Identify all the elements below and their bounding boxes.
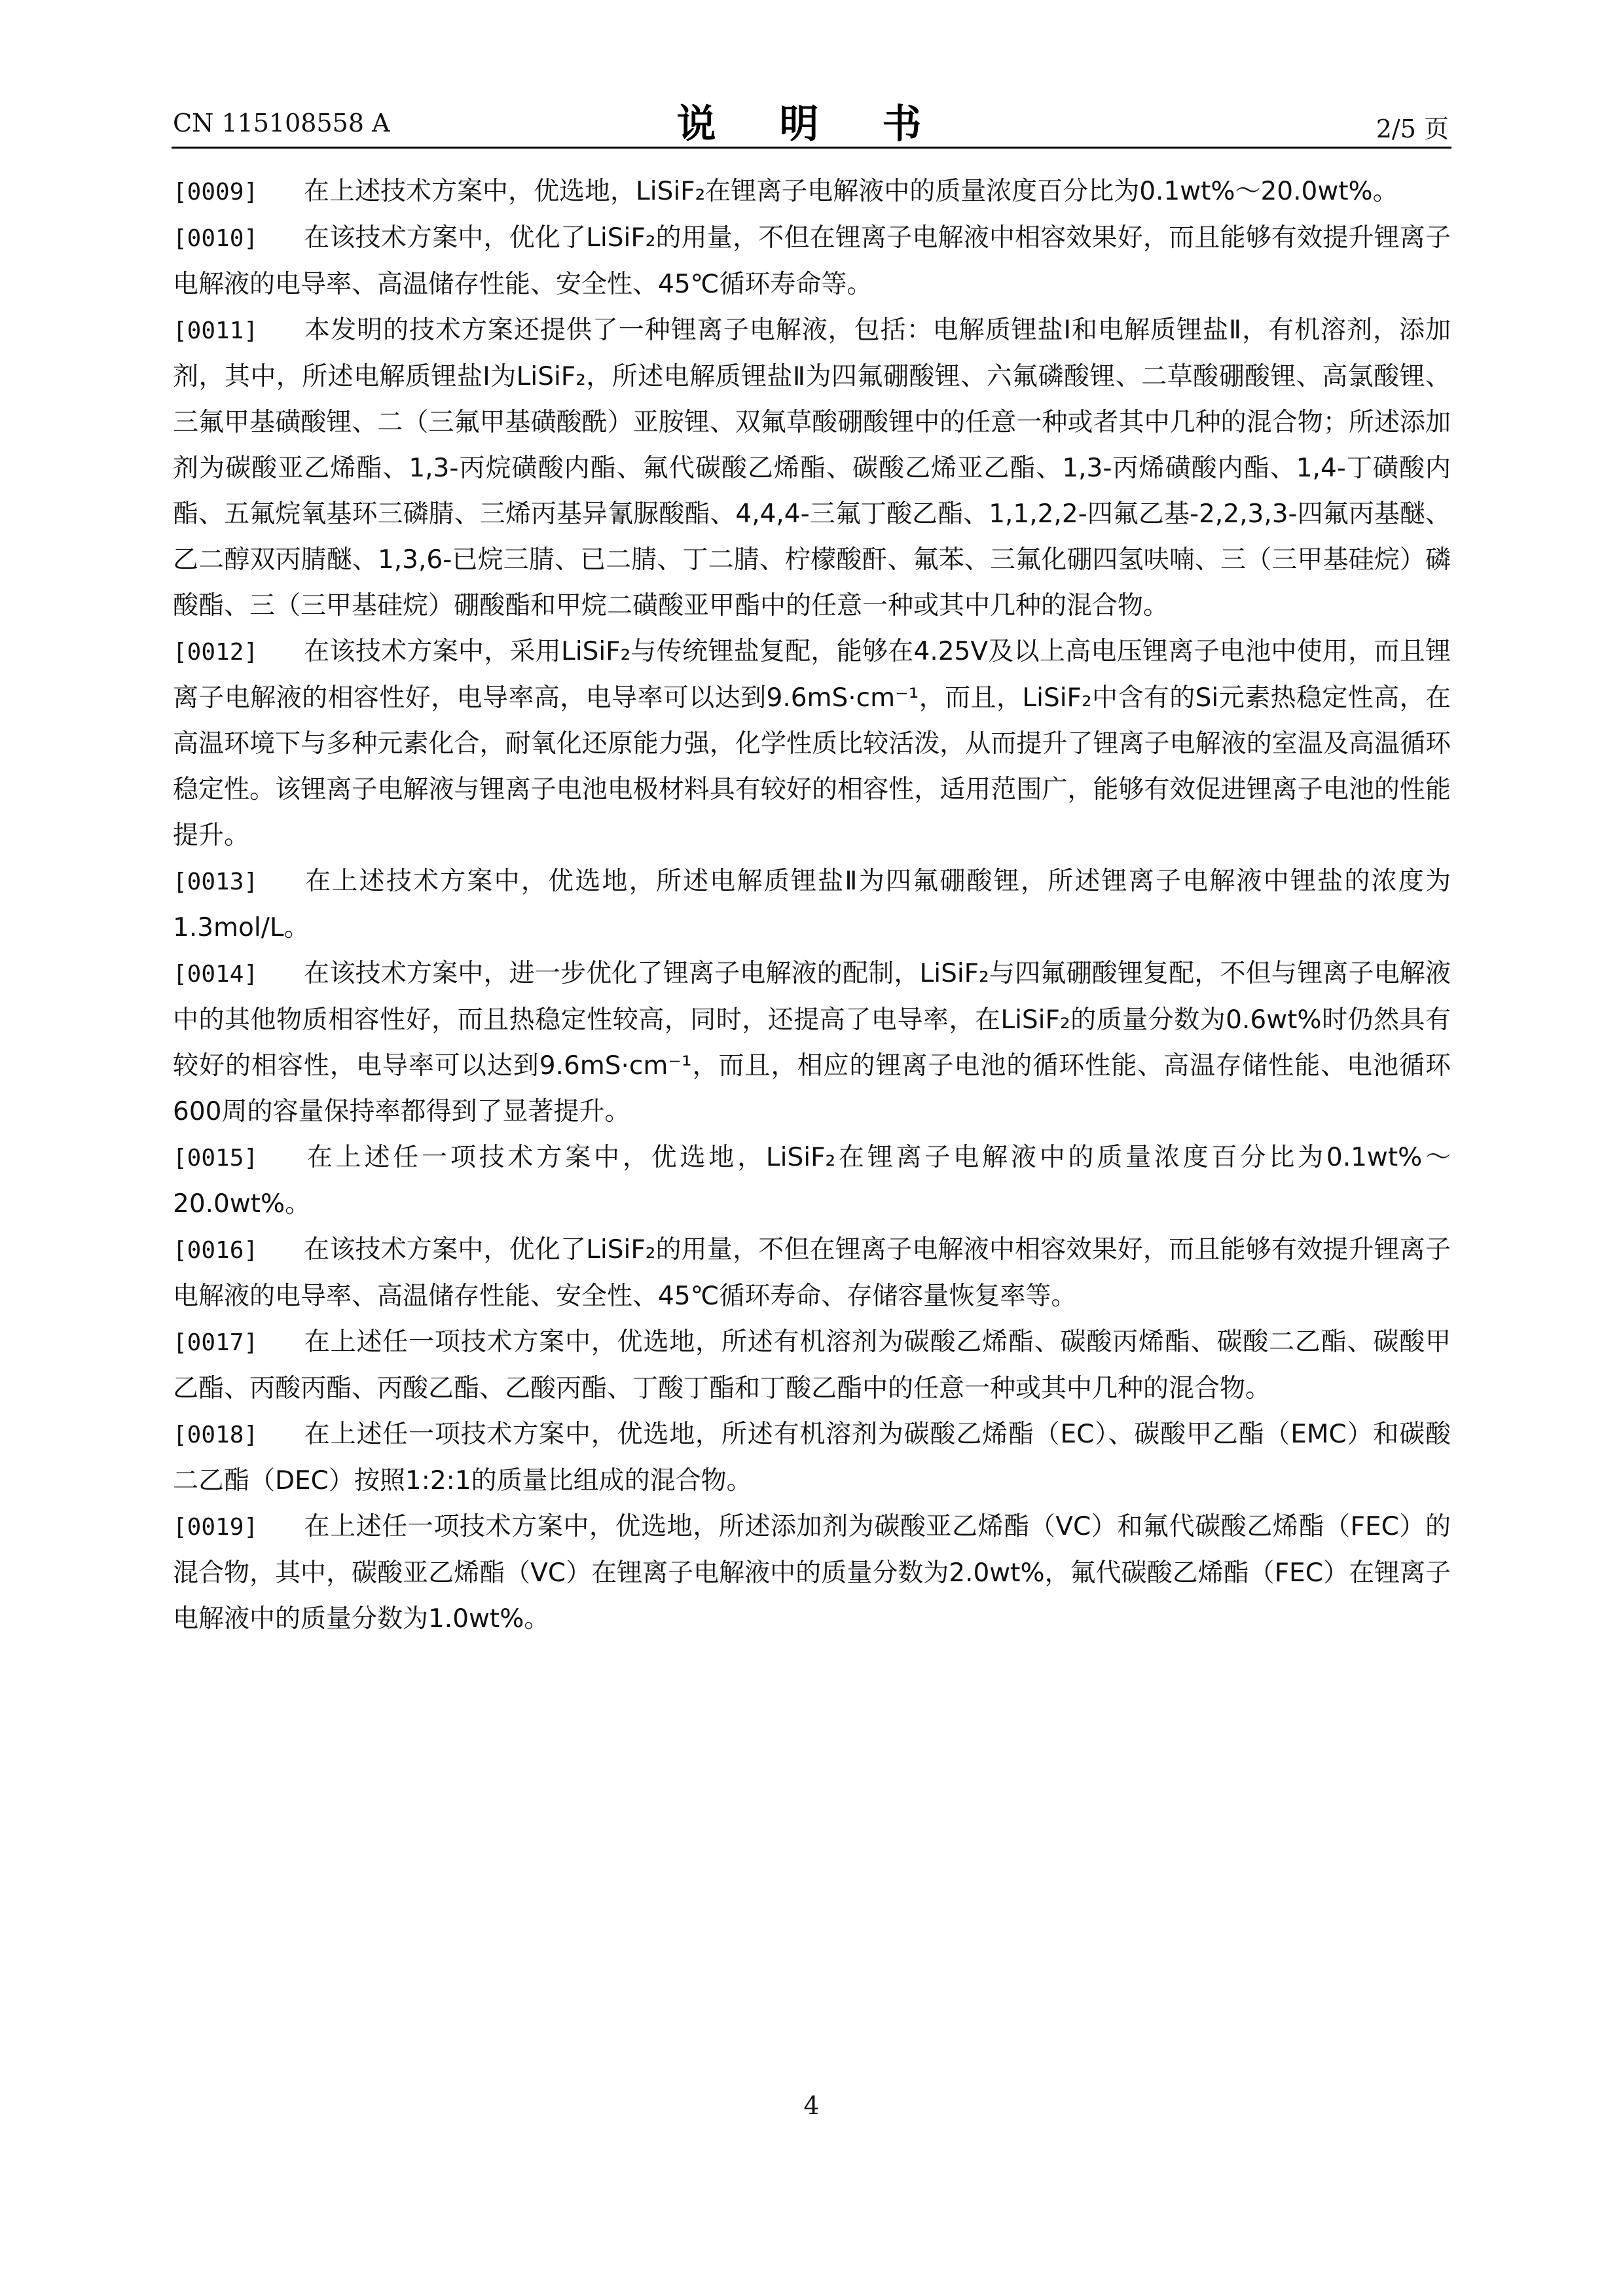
publication-number: CN 115108558 A [173, 109, 390, 137]
paragraph-0010 [173, 215, 1451, 308]
paragraph-text: 在上述任一项技术方案中，优选地，LiSiF₂在锂离子电解液中的质量浓度百分比为0.1wt%～20.0wt%。 [173, 1143, 1451, 1219]
paragraph-0019 [173, 1504, 1451, 1642]
paragraph-text: 在上述任一项技术方案中，优选地，所述添加剂为碳酸亚乙烯酯（VC）和氟代碳酸乙烯酯（FEC）的混合物，其中，碳酸亚乙烯酯（VC）在锂离子电解液中的质量分数为2.0wt%，氟代碳酸乙烯酯（FEC）在锂离子电解液中的质量分数为1.0wt%。 [173, 1512, 1451, 1634]
paragraph-0009 [173, 169, 1451, 215]
page-indicator: 2/5 页 [1376, 115, 1449, 143]
paragraph-number: [0014] [173, 961, 259, 988]
paragraph-number: [0016] [173, 1237, 259, 1264]
paragraph-number: [0013] [173, 869, 259, 895]
paragraph-number: [0019] [173, 1514, 259, 1541]
paragraph-text: 在该技术方案中，优化了LiSiF₂的用量，不但在锂离子电解液中相容效果好，而且能够有效提升锂离子电解液的电导率、高温储存性能、安全性、45℃循环寿命等。 [173, 223, 1451, 299]
paragraph-text: 在上述任一项技术方案中，优选地，所述有机溶剂为碳酸乙烯酯（EC）、碳酸甲乙酯（EMC）和碳酸二乙酯（DEC）按照1:2:1的质量比组成的混合物。 [173, 1420, 1451, 1496]
paragraph-0013 [173, 859, 1451, 951]
paragraph-number: [0015] [173, 1145, 259, 1172]
paragraph-text: 在上述技术方案中，优选地，所述电解质锂盐Ⅱ为四氟硼酸锂，所述锂离子电解液中锂盐的浓度为1.3mol/L。 [173, 867, 1451, 942]
paragraph-number: [0017] [173, 1329, 259, 1356]
paragraph-0015 [173, 1135, 1451, 1227]
paragraph-number: [0009] [173, 179, 259, 206]
page-number: 4 [803, 2091, 820, 2120]
paragraph-text: 在该技术方案中，优化了LiSiF₂的用量，不但在锂离子电解液中相容效果好，而且能够有效提升锂离子电解液的电导率、高温储存性能、安全性、45℃循环寿命、存储容量恢复率等。 [173, 1235, 1451, 1311]
paragraph-0012 [173, 629, 1451, 859]
paragraph-text: 本发明的技术方案还提供了一种锂离子电解液，包括：电解质锂盐I和电解质锂盐Ⅱ，有机溶剂，添加剂，其中，所述电解质锂盐I为LiSiF₂，所述电解质锂盐Ⅱ为四氟硼酸锂、六氟磷酸锂、二草酸硼酸锂、高氯酸锂、三氟甲基磺酸锂、二（三氟甲基磺酸酰）亚胺锂、双氟草酸硼酸锂中的任意一种或者其中几种的混合物；所述添加剂为碳酸亚乙烯酯、1,3-丙烷磺酸内酯、氟代碳酸乙烯酯、碳酸乙烯亚乙酯、1,3-丙烯磺酸内酯、1,4-丁磺酸内酯、五氟烷氧基环三磷腈、三烯丙基异氰脲酸酯、4,4,4-三氟丁酸乙酯、1,1,2,2-四氟乙基-2,2,3,3-四氟丙基醚、乙二醇双丙腈醚、1,3,6-已烷三腈、已二腈、丁二腈、柠檬酸酐、氟苯、三氟化硼四氢呋喃、三（三甲基硅烷）磷酸酯、三（三甲基硅烷）硼酸酯和甲烷二磺酸亚甲酯中的任意一种或其中几种的混合物。 [173, 315, 1451, 620]
paragraph-0018 [173, 1412, 1451, 1504]
paragraph-text: 在上述任一项技术方案中，优选地，所述有机溶剂为碳酸乙烯酯、碳酸丙烯酯、碳酸二乙酯、碳酸甲乙酯、丙酸丙酯、丙酸乙酯、乙酸丙酯、丁酸丁酯和丁酸乙酯中的任意一种或其中几种的混合物。 [173, 1327, 1451, 1403]
document-body [173, 169, 1451, 2132]
paragraph-0017 [173, 1319, 1451, 1412]
paragraph-number: [0011] [173, 317, 259, 344]
paragraph-text: 在该技术方案中，采用LiSiF₂与传统锂盐复配，能够在4.25V及以上高电压锂离子电池中使用，而且锂离子电解液的相容性好，电导率高，电导率可以达到9.6mS·cm⁻¹，而且，LiSiF₂中含有的Si元素热稳定性高，在高温环境下与多种元素化合，耐氧化还原能力强，化学性质比较活泼，从而提升了锂离子电解液的室温及高温循环稳定性。该锂离子电解液与锂离子电池电极材料具有较好的相容性，适用范围广，能够有效促进锂离子电池的性能提升。 [173, 637, 1451, 850]
paragraph-number: [0018] [173, 1422, 259, 1448]
header-divider [172, 147, 1451, 149]
paragraph-0011 [173, 308, 1451, 629]
paragraph-0016 [173, 1227, 1451, 1319]
paragraph-text: 在该技术方案中，进一步优化了锂离子电解液的配制，LiSiF₂与四氟硼酸锂复配，不但与锂离子电解液中的其他物质相容性好，而且热稳定性较高，同时，还提高了电导率，在LiSiF₂的质量分数为0.6wt%时仍然具有较好的相容性，电导率可以达到9.6mS·cm⁻¹，而且，相应的锂离子电池的循环性能、高温存储性能、电池循环600周的容量保持率都得到了显著提升。 [173, 959, 1451, 1126]
paragraph-number: [0012] [173, 639, 259, 666]
paragraph-0014 [173, 951, 1451, 1135]
document-title: 说 明 书 [676, 101, 947, 147]
paragraph-text: 在上述技术方案中，优选地，LiSiF₂在锂离子电解液中的质量浓度百分比为0.1wt%～20.0wt%。 [304, 177, 1398, 206]
paragraph-number: [0010] [173, 225, 259, 252]
